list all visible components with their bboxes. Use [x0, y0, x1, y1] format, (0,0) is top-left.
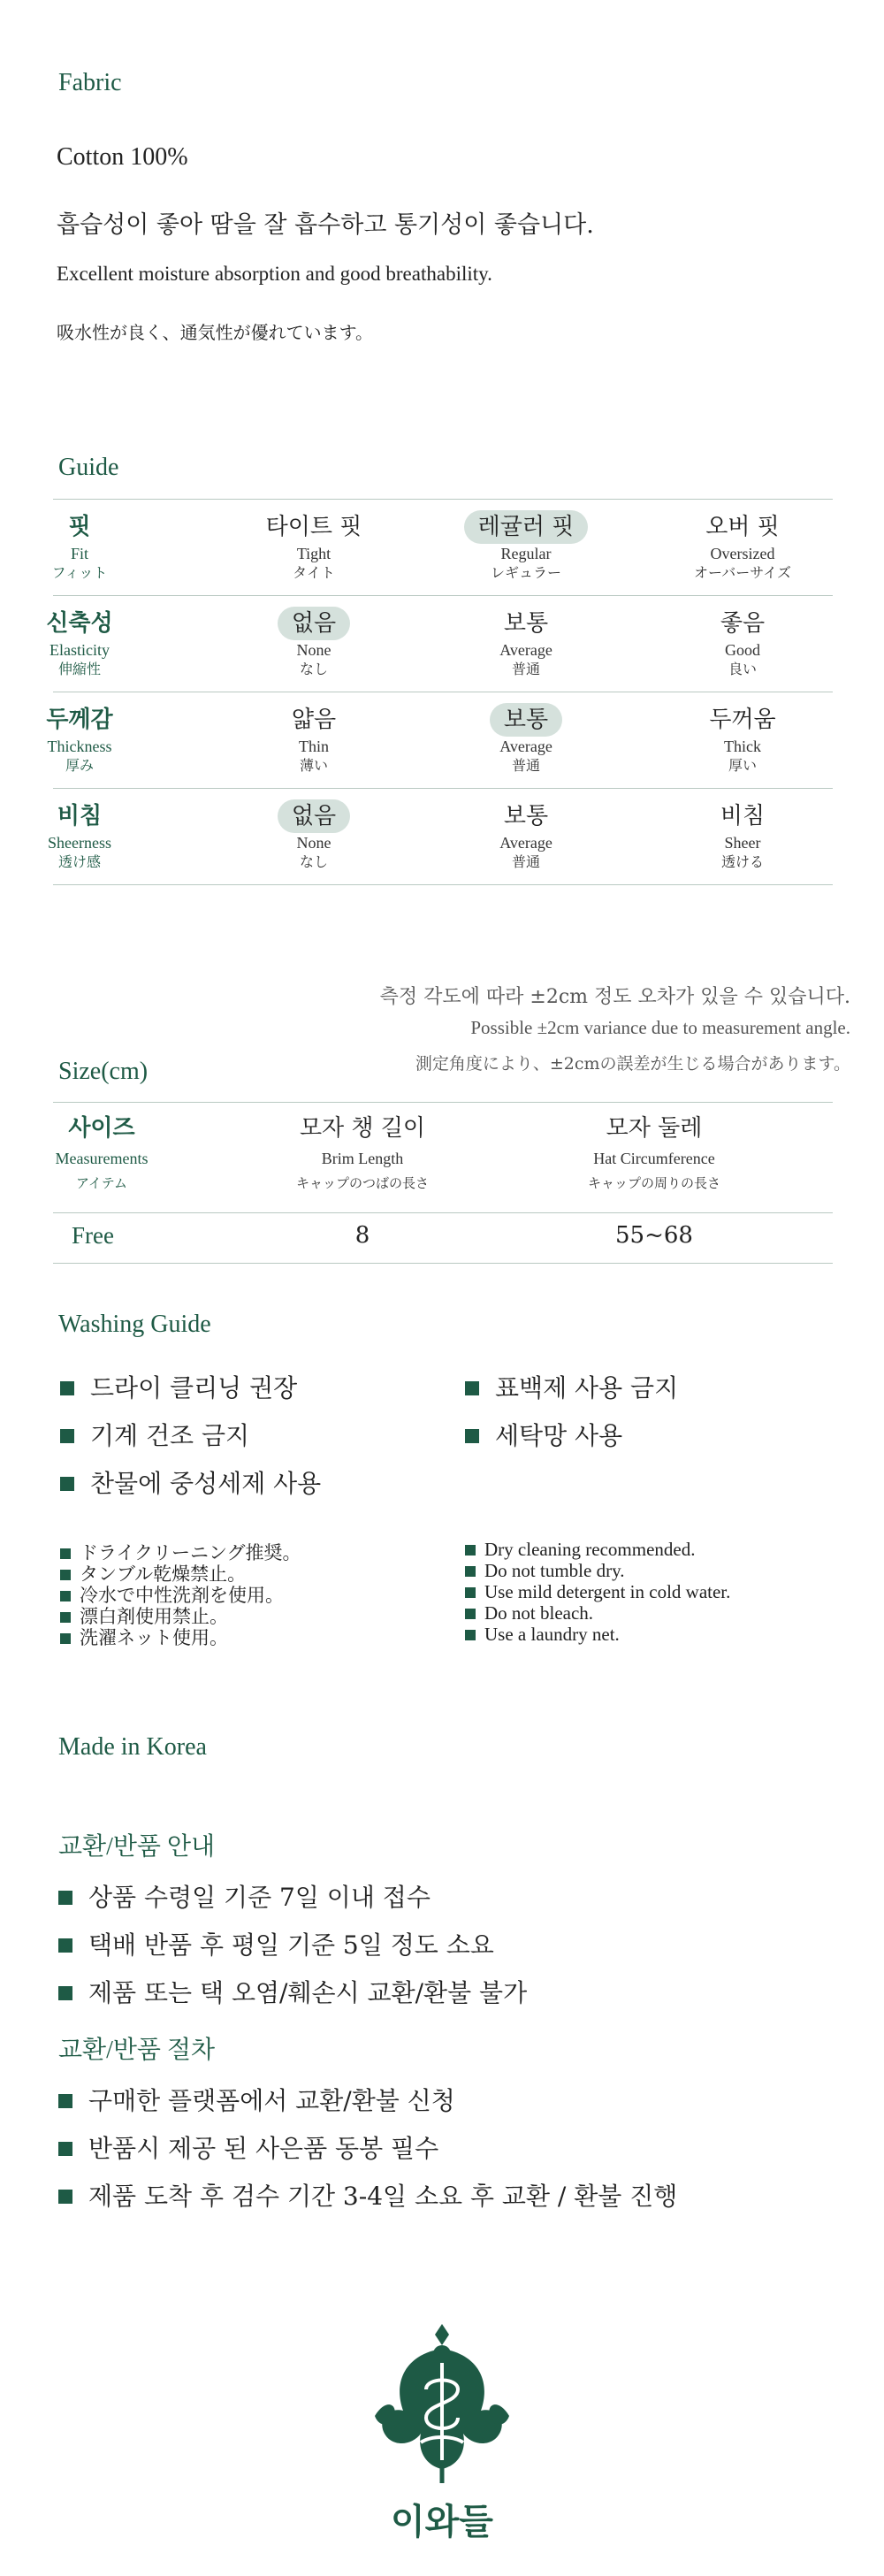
size-note-ko: 측정 각도에 따라 ±2cm 정도 오차가 있을 수 있습니다. [379, 986, 850, 1008]
bullet-icon [60, 1429, 74, 1443]
exchange-process-item [58, 2129, 438, 2165]
bullet-icon [465, 1587, 476, 1598]
guide-head-jp: 厚み [65, 757, 94, 774]
size-col-label-jp: アイテム [76, 1175, 127, 1191]
guide-table [46, 499, 833, 885]
guide-option-en: Average [499, 834, 552, 852]
washing-item-text: Dry cleaning recommended. [484, 1539, 696, 1560]
washing-title: Washing Guide [58, 1311, 211, 1338]
guide-option [212, 596, 415, 692]
size-header-row [53, 1102, 833, 1212]
size-col-brim-en: Brim Length [321, 1150, 404, 1167]
guide-option-label: 오버 핏 [705, 514, 780, 540]
bullet-icon [60, 1570, 71, 1580]
guide-option-jp: レギュラー [490, 564, 561, 581]
guide-head-ko: 비침 [57, 803, 103, 829]
guide-row [48, 788, 833, 885]
guide-option-label: 타이트 핏 [265, 514, 362, 540]
guide-option [641, 692, 844, 788]
guide-row-head [18, 789, 141, 884]
washing-item-text: 찬물에 중성세제 사용 [90, 1469, 322, 1498]
guide-option [212, 692, 415, 788]
guide-option-en: Oversized [710, 545, 775, 562]
exchange-process-text: 제품 도착 후 검수 기간 3-4일 소요 후 교환 / 환불 진행 [88, 2182, 678, 2211]
guide-head-en: Elasticity [50, 641, 110, 659]
exchange-item [58, 1926, 494, 1961]
guide-head-ko: 신축성 [46, 610, 113, 637]
guide-option-selected: 없음 [278, 607, 350, 640]
fabric-desc-ko: 흡습성이 좋아 땀을 잘 흡수하고 통기성이 좋습니다. [57, 211, 594, 239]
size-col-circ-ko: 모자 둘레 [606, 1115, 703, 1142]
guide-option-selected: 없음 [278, 799, 350, 833]
guide-option-jp: 良い [728, 661, 757, 677]
guide-option [212, 789, 415, 884]
fabric-desc-jp: 吸水性が良く、通気性が優れています。 [57, 322, 373, 343]
guide-head-jp: 伸縮性 [57, 661, 101, 677]
exchange-item-text: 택배 반품 후 평일 기준 5일 정도 소요 [88, 1930, 494, 1960]
washing-item [60, 1417, 249, 1452]
washing-item [465, 1369, 678, 1404]
bullet-icon [465, 1429, 479, 1443]
washing-item [60, 1464, 321, 1500]
guide-option [641, 596, 844, 692]
guide-option [641, 789, 844, 884]
guide-option-label: 비침 [720, 803, 766, 829]
size-col-measurements [27, 1103, 177, 1192]
washing-item [465, 1602, 593, 1624]
washing-item [60, 1624, 228, 1650]
bullet-icon [58, 2190, 72, 2204]
bullet-icon [58, 1891, 72, 1905]
washing-item-text: 洗濯ネット使用。 [80, 1627, 228, 1648]
size-note-jp: 測定角度により、±2cmの誤差が生じる場合があります。 [415, 1054, 850, 1074]
washing-item [60, 1369, 297, 1404]
guide-option-jp: なし [299, 661, 328, 677]
guide-option-jp: 透ける [720, 853, 764, 870]
washing-item-text: Do not bleach. [484, 1602, 594, 1624]
washing-item-text: 漂白剤使用禁止。 [80, 1606, 228, 1627]
guide-option-jp: 普通 [511, 853, 540, 870]
origin-label: Made in Korea [58, 1733, 207, 1761]
washing-item-text: タンブル乾燥禁止。 [80, 1563, 247, 1585]
guide-row-head [18, 596, 141, 692]
brand-name: 이와들 [391, 2502, 493, 2542]
guide-head-en: Fit [70, 545, 88, 562]
bullet-icon [58, 1938, 72, 1953]
bullet-icon [60, 1548, 71, 1559]
fabric-title: Fabric [58, 69, 122, 96]
guide-option [424, 692, 628, 788]
washing-item [465, 1539, 696, 1561]
bullet-icon [465, 1381, 479, 1395]
guide-option-jp: 薄い [299, 757, 328, 774]
guide-option-selected: 레귤러 핏 [464, 510, 589, 544]
bullet-icon [60, 1633, 71, 1644]
size-col-label-ko: 사이즈 [68, 1115, 135, 1142]
washing-item-text: 표백제 사용 금지 [495, 1373, 679, 1403]
size-col-brim-ko: 모자 챙 길이 [299, 1115, 426, 1142]
bullet-icon [60, 1612, 71, 1623]
washing-item-text: 세탁망 사용 [495, 1421, 623, 1450]
size-col-circumference [522, 1103, 787, 1192]
exchange-process-title: 교환/반품 절차 [58, 2037, 216, 2064]
guide-row [53, 499, 833, 595]
guide-option-en: None [296, 641, 332, 659]
exchange-process-text: 구매한 플랫폼에서 교환/환불 신청 [88, 2086, 455, 2115]
guide-option-jp: 普通 [511, 661, 540, 677]
size-col-circ-jp: キャップの周りの長さ [587, 1175, 720, 1191]
washing-item-text: Do not tumble dry. [484, 1560, 625, 1581]
bullet-icon [465, 1566, 476, 1577]
guide-option-label: 좋음 [720, 610, 766, 637]
size-col-brim-jp: キャップのつばの長さ [295, 1175, 429, 1191]
guide-option-selected: 보통 [490, 703, 562, 737]
exchange-item-text: 제품 또는 택 오염/훼손시 교환/환불 불가 [88, 1978, 528, 2007]
guide-head-en: Sheerness [48, 834, 111, 852]
washing-item [465, 1417, 622, 1452]
guide-option-label: 보통 [503, 610, 549, 637]
bullet-icon [465, 1630, 476, 1640]
size-col-label-en: Measurements [55, 1150, 149, 1167]
exchange-title: 교환/반품 안내 [58, 1833, 216, 1861]
washing-item [465, 1560, 624, 1582]
guide-option [424, 500, 628, 595]
guide-option [424, 596, 628, 692]
guide-option-en: Good [725, 641, 760, 659]
guide-option-label: 두꺼움 [709, 707, 776, 733]
exchange-item [58, 1974, 527, 2009]
guide-option-label: 얇음 [291, 707, 337, 733]
guide-row-head [18, 500, 141, 595]
bullet-icon [465, 1545, 476, 1556]
guide-option-label: 보통 [503, 803, 549, 829]
guide-head-jp: フィット [51, 564, 108, 581]
guide-option-en: Thick [724, 738, 761, 755]
guide-option-en: Regular [500, 545, 552, 562]
washing-item [465, 1581, 730, 1603]
guide-option-en: None [296, 834, 332, 852]
guide-row [46, 595, 833, 692]
guide-option-jp: 厚い [728, 757, 757, 774]
washing-item [465, 1624, 620, 1646]
exchange-item-text: 상품 수령일 기준 7일 이내 접수 [88, 1883, 431, 1912]
size-brim-value: 8 [354, 1222, 370, 1249]
cotton-emblem-icon [371, 2319, 513, 2487]
guide-option-en: Thin [299, 738, 329, 755]
size-note-en: Possible ±2cm variance due to measurement angle. [470, 1017, 850, 1038]
guide-title: Guide [58, 454, 119, 481]
washing-item-text: 冷水で中性洗剤を使用。 [80, 1585, 284, 1606]
washing-item-text: 드라이 클리닝 권장 [90, 1373, 298, 1403]
washing-item-text: Use a laundry net. [484, 1624, 620, 1645]
size-title: Size(cm) [58, 1058, 149, 1085]
guide-head-jp: 透け感 [57, 853, 101, 870]
bullet-icon [58, 2094, 72, 2108]
size-table [53, 1102, 833, 1264]
fabric-desc-en: Excellent moisture absorption and good breathability. [57, 263, 492, 285]
bullet-icon [60, 1477, 74, 1491]
bullet-icon [58, 1986, 72, 2000]
washing-item-text: Use mild detergent in cold water. [484, 1581, 731, 1602]
washing-item-text: 기계 건조 금지 [90, 1421, 250, 1450]
bullet-icon [58, 2142, 72, 2156]
guide-option-en: Average [499, 641, 552, 659]
guide-option-jp: 普通 [511, 757, 540, 774]
guide-head-en: Thickness [47, 738, 112, 755]
guide-option-jp: なし [299, 853, 328, 870]
fabric-composition: Cotton 100% [57, 143, 188, 171]
size-free-cell: Free [72, 1222, 114, 1249]
guide-head-ko: 핏 [68, 514, 91, 540]
exchange-process-item [58, 2082, 455, 2117]
guide-option-jp: タイト [293, 564, 335, 581]
guide-option-en: Tight [296, 545, 332, 562]
guide-row [46, 692, 833, 788]
exchange-process-text: 반품시 제공 된 사은품 동봉 필수 [88, 2134, 439, 2163]
guide-option [212, 500, 415, 595]
exchange-process-item [58, 2177, 677, 2213]
guide-option-en: Sheer [724, 834, 761, 852]
size-circ-value: 55~68 [615, 1222, 693, 1249]
washing-item-text: ドライクリーニング推奨。 [80, 1542, 301, 1563]
guide-option [424, 789, 628, 884]
guide-option-jp: オーバーサイズ [694, 564, 791, 581]
guide-row-head [18, 692, 141, 788]
guide-head-ko: 두께감 [46, 707, 113, 733]
bullet-icon [60, 1381, 74, 1395]
guide-option-en: Average [499, 738, 552, 755]
brand-logo [371, 2319, 513, 2540]
size-col-brim [230, 1103, 495, 1192]
size-col-circ-en: Hat Circumference [593, 1150, 715, 1167]
size-data-row [53, 1212, 833, 1264]
guide-option [641, 500, 844, 595]
exchange-item [58, 1878, 431, 1914]
bullet-icon [465, 1609, 476, 1619]
bullet-icon [60, 1591, 71, 1601]
